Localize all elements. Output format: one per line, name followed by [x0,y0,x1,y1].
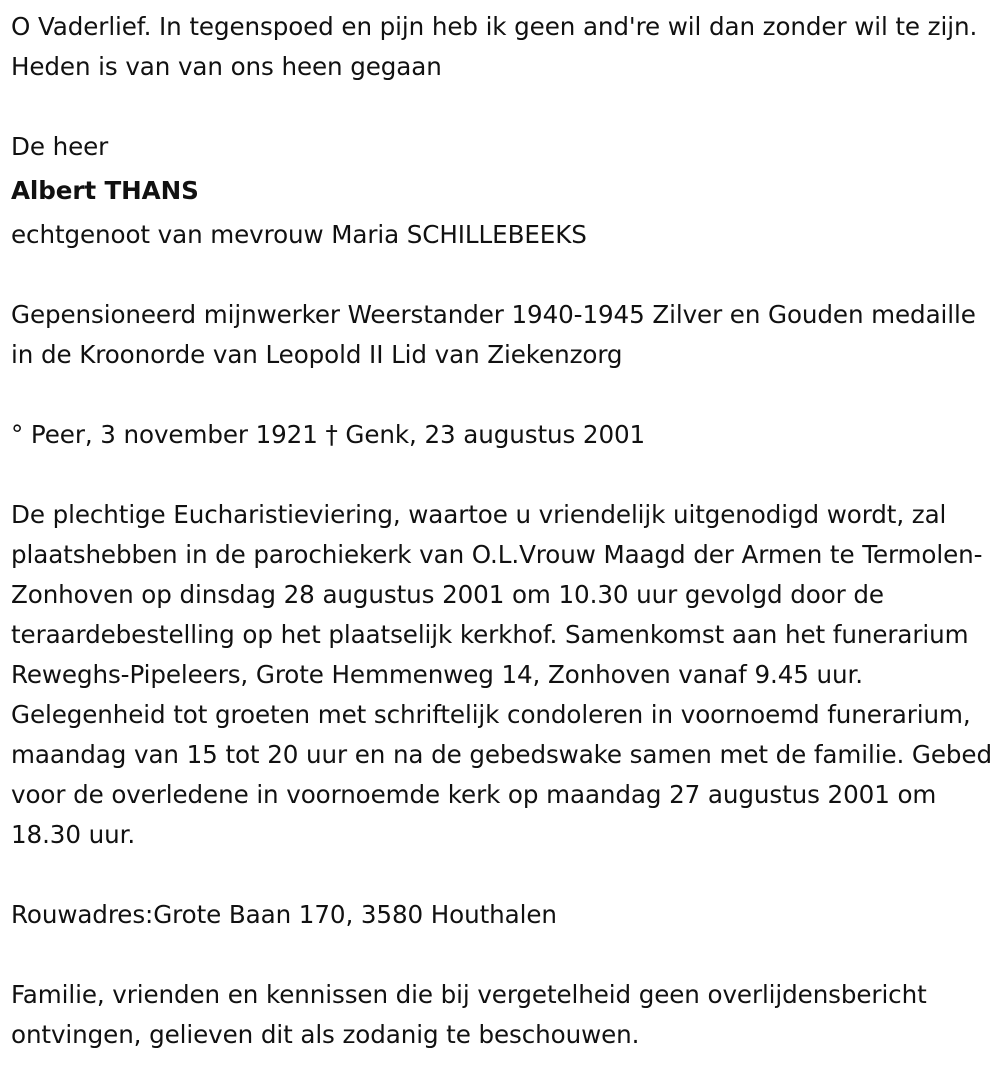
opening-text: O Vaderlief. In tegenspoed en pijn heb ik geen and're wil dan zonder wil te zijn. Heden is van van ons heen gegaan [11,12,978,81]
closing-text: Familie, vrienden en kennissen die bij vergetelheid geen overlijdensbericht ontvingen, gelieven dit als zodanig te beschouwen. [11,980,927,1049]
death-notice [11,7,993,1055]
deceased-name: Albert THANS [11,176,199,205]
birth-death-dates: ° Peer, 3 november 1921 † Genk, 23 augustus 2001 [11,420,646,449]
honorific: De heer [11,132,109,161]
ceremony-text: De plechtige Eucharistieviering, waartoe u vriendelijk uitgenodigd wordt, zal plaatshebben in de parochiekerk van O.L.Vrouw Maagd der Armen te Termolen-Zonhoven op dinsdag 28 augustus 2001 om 10.30 uur gevolgd door de teraardebestelling op het plaatselijk kerkhof. Samenkomst aan het funerarium Reweghs-Pipeleers, Grote Hemmenweg 14, Zonhoven vanaf 9.45 uur. Gelegenheid tot groeten met schriftelijk condoleren in voornoemd funerarium, maandag van 15 tot 20 uur en na de gebedswake samen met de familie. Gebed voor de overledene in voornoemde kerk op maandag 27 augustus 2001 om 18.30 uur. [11,500,992,849]
biography-text: Gepensioneerd mijnwerker Weerstander 1940-1945 Zilver en Gouden medaille in de Kroonorde van Leopold II Lid van Ziekenzorg [11,300,976,369]
spouse-line: echtgenoot van mevrouw Maria SCHILLEBEEKS [11,220,587,249]
mourning-address: Rouwadres:Grote Baan 170, 3580 Houthalen [11,900,557,929]
